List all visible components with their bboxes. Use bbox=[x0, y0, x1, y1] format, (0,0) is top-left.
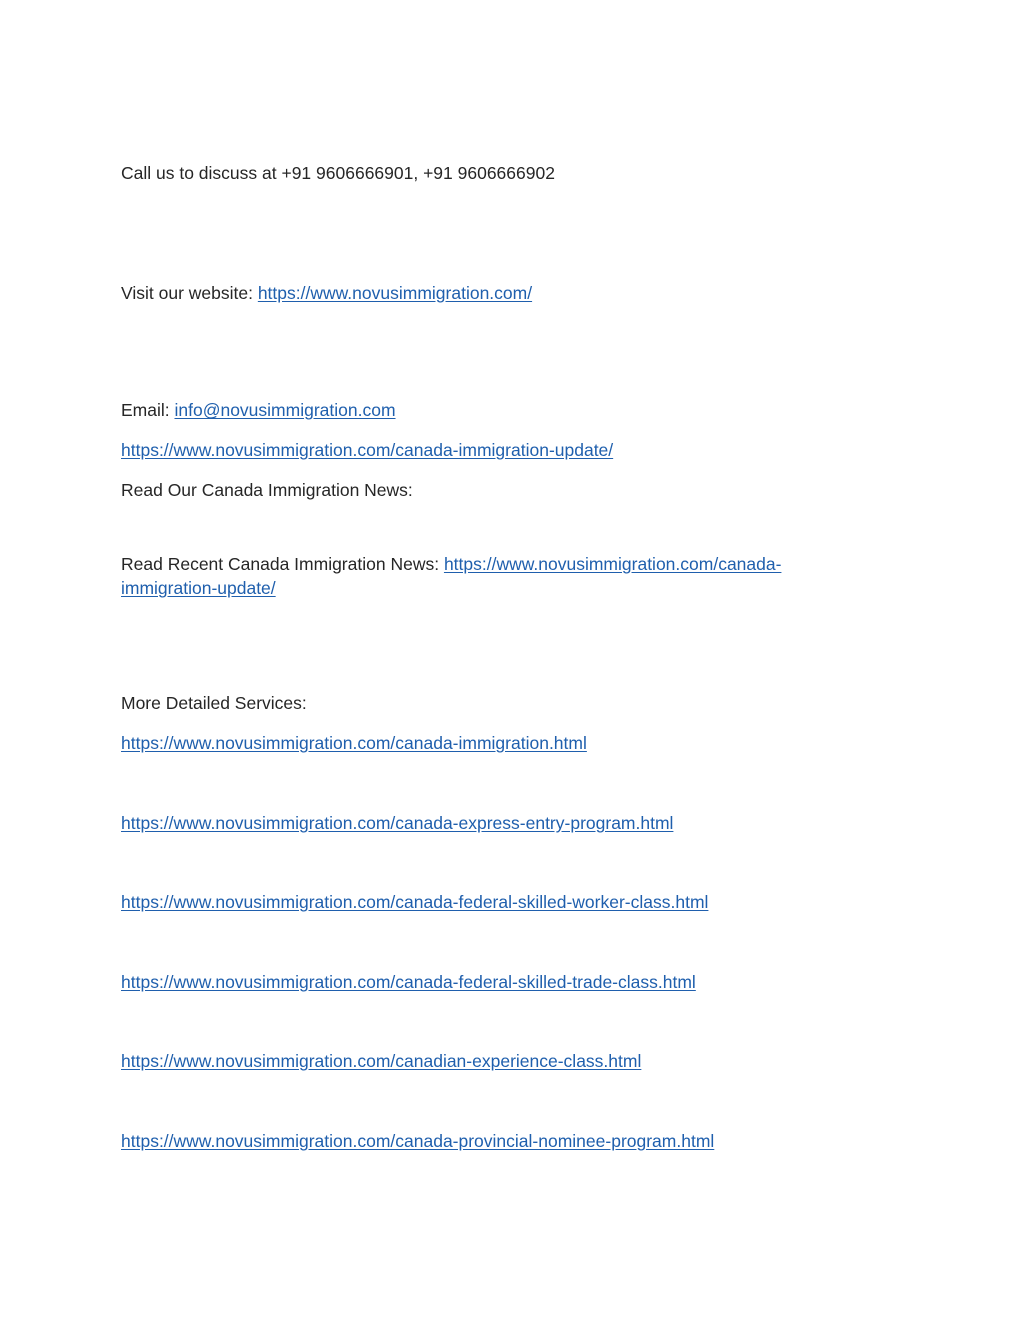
recent-news-link-part2[interactable]: immigration-update/ bbox=[121, 578, 276, 598]
website-label: Visit our website: bbox=[121, 283, 258, 303]
service-link-row bbox=[121, 1129, 714, 1153]
service-link-canadian-experience[interactable]: https://www.novusimmigration.com/canadian-experience-class.html bbox=[121, 1051, 642, 1071]
recent-news-label: Read Recent Canada Immigration News: bbox=[121, 554, 444, 574]
update-link-line bbox=[121, 438, 613, 462]
service-link-row bbox=[121, 1049, 641, 1073]
recent-news-link-part1[interactable]: https://www.novusimmigration.com/canada- bbox=[443, 554, 782, 574]
service-link-row bbox=[121, 970, 696, 994]
service-link-federal-skilled-worker[interactable]: https://www.novusimmigration.com/canada-federal-skilled-worker-class.html bbox=[121, 892, 709, 912]
service-link-row bbox=[121, 731, 587, 755]
website-line bbox=[121, 281, 532, 305]
services-heading: More Detailed Services: bbox=[121, 693, 307, 713]
service-link-express-entry[interactable]: https://www.novusimmigration.com/canada-express-entry-program.html bbox=[121, 813, 674, 833]
website-link[interactable]: https://www.novusimmigration.com/ bbox=[257, 283, 533, 303]
recent-news-line-continued bbox=[121, 576, 276, 600]
service-link-canada-immigration[interactable]: https://www.novusimmigration.com/canada-immigration.html bbox=[121, 733, 587, 753]
service-link-federal-skilled-trade[interactable]: https://www.novusimmigration.com/canada-federal-skilled-trade-class.html bbox=[121, 972, 696, 992]
email-line bbox=[121, 398, 396, 422]
service-link-row bbox=[121, 811, 673, 835]
read-news-label: Read Our Canada Immigration News: bbox=[121, 480, 413, 500]
email-label: Email: bbox=[121, 400, 175, 420]
service-link-provincial-nominee[interactable]: https://www.novusimmigration.com/canada-provincial-nominee-program.html bbox=[121, 1131, 715, 1151]
immigration-update-link[interactable]: https://www.novusimmigration.com/canada-immigration-update/ bbox=[121, 440, 614, 460]
recent-news-line bbox=[121, 552, 781, 576]
service-link-row bbox=[121, 890, 708, 914]
email-link[interactable]: info@novusimmigration.com bbox=[174, 400, 396, 420]
call-text: Call us to discuss at +91 9606666901, +91 9606666902 bbox=[121, 163, 555, 183]
